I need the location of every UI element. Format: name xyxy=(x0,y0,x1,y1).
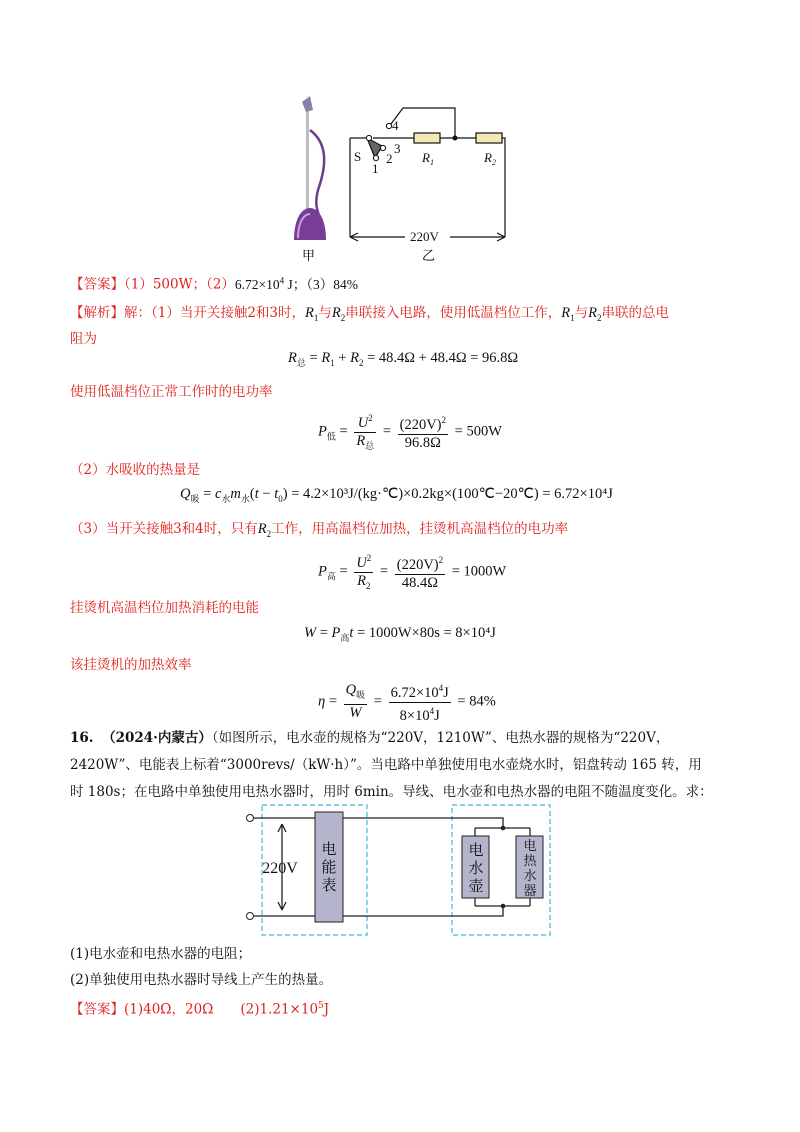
q16-stem-line3: 时 180s；在电路中单独使用电热水器时，用时 6min。导线、电水壶和电热水器的电阻不随温度变化。求： xyxy=(70,784,713,800)
equation-efficiency: η = $\frac{Q_吸}{W}$ = $\frac{6.72\times 10^4J}{8\times 10^4J}$ = 84% xyxy=(318,680,496,725)
figure-2 xyxy=(240,800,560,940)
svg-text:壶: 壶 xyxy=(468,877,484,895)
q16-source: （2024·内蒙古） xyxy=(102,730,212,746)
q15-analysis-line2: 阻为 xyxy=(70,331,97,347)
label-yi: 乙 xyxy=(422,249,436,264)
svg-text:能: 能 xyxy=(321,858,337,876)
svg-text:水: 水 xyxy=(523,869,537,884)
voltage-label: 220V xyxy=(410,229,439,244)
equation-water-heat: $Q_吸 = c_水m_水(t - t_0)$ = 4.2×10³J/(kg·℃)×0.2kg×(100℃−20℃) = 6.72×10⁴J xyxy=(180,486,613,504)
q16-sub2: (2)单独使用电热水器时导线上产生的热量。 xyxy=(70,972,333,988)
svg-text:器: 器 xyxy=(523,884,537,899)
equation-total-resistance: $R_总 = R_1 + R_2 = 48.4\Omega + 48.4\Omega = 96.8\Omega$ xyxy=(288,350,519,368)
r1-label: $R_1$ xyxy=(422,150,434,167)
fig2-voltage: 220V xyxy=(262,860,298,877)
text-low-power: 使用低温档位正常工作时的电功率 xyxy=(70,384,273,400)
text-water-heat: （2）水吸收的热量是 xyxy=(70,462,201,478)
q16-sub1: (1)电水壶和电热水器的电阻； xyxy=(70,946,252,962)
contact-2: 2 xyxy=(386,151,393,166)
contact-4: 4 xyxy=(392,118,399,133)
svg-text:电: 电 xyxy=(523,839,537,854)
svg-text:热: 热 xyxy=(523,854,537,869)
figure-1 xyxy=(280,90,520,265)
contact-3: 3 xyxy=(394,141,401,156)
label-jia: 甲 xyxy=(302,249,316,264)
contact-1: 1 xyxy=(372,161,379,176)
q16-answer: 【答案】(1)40Ω，20Ω $(2)1.21\times 10^5J$ xyxy=(70,1001,330,1018)
r2-label: $R_2$ xyxy=(484,150,496,167)
steamer-image xyxy=(294,96,326,240)
q15-answer: 【答案】（1）500W；$(2)6.72\times 10^4$ J；（3）84% xyxy=(70,275,358,293)
q16-number: 16. xyxy=(70,730,94,746)
svg-text:电: 电 xyxy=(468,841,484,859)
text-efficiency: 该挂烫机的加热效率 xyxy=(70,657,192,673)
q16-stem-line2: 2420W”、电能表上标着“3000revs/（kW·h）”。当电路中单独使用电水壶烧水时，铝盘转动 165 转，用 xyxy=(70,757,702,773)
text-energy: 挂烫机高温档位加热消耗的电能 xyxy=(70,600,259,616)
svg-text:水: 水 xyxy=(468,859,484,877)
svg-text:电: 电 xyxy=(321,840,337,858)
equation-energy: $W = P_高t = 1000W\times 80s = 8\times 10^4J$ xyxy=(304,625,496,643)
equation-high-power: $P_高$ = $\frac{U^2}{R_2}$ = $\frac{(220V)^2}{48.4\Omega}$ = 1000W xyxy=(318,550,506,595)
q15-analysis-line1: 【解析】解：（1）当开关接触2和3时，$R_1$与$R_2$串联接入电路，使用低温档位工作，$R_1$与$R_2$串联的总电 xyxy=(70,305,669,323)
svg-text:表: 表 xyxy=(321,876,337,894)
equation-low-power: $P_低$ = $\frac{U^2}{R_总}$ = $\frac{(220V)^2}{96.8\Omega}$ = 500W xyxy=(318,410,502,455)
text-high-temp: （3）当开关接触3和4时，只有$R_2$工作，用高温档位加热，挂烫机高温档位的电功率 xyxy=(70,521,569,539)
switch-label: S xyxy=(354,149,362,164)
answer-tag: 【答案】 xyxy=(70,276,124,293)
q16-stem-line1: 16. （2024·内蒙古）（如图所示，电水壶的规格为“220V，1210W”、电热水器的规格为“220V， xyxy=(70,730,670,746)
